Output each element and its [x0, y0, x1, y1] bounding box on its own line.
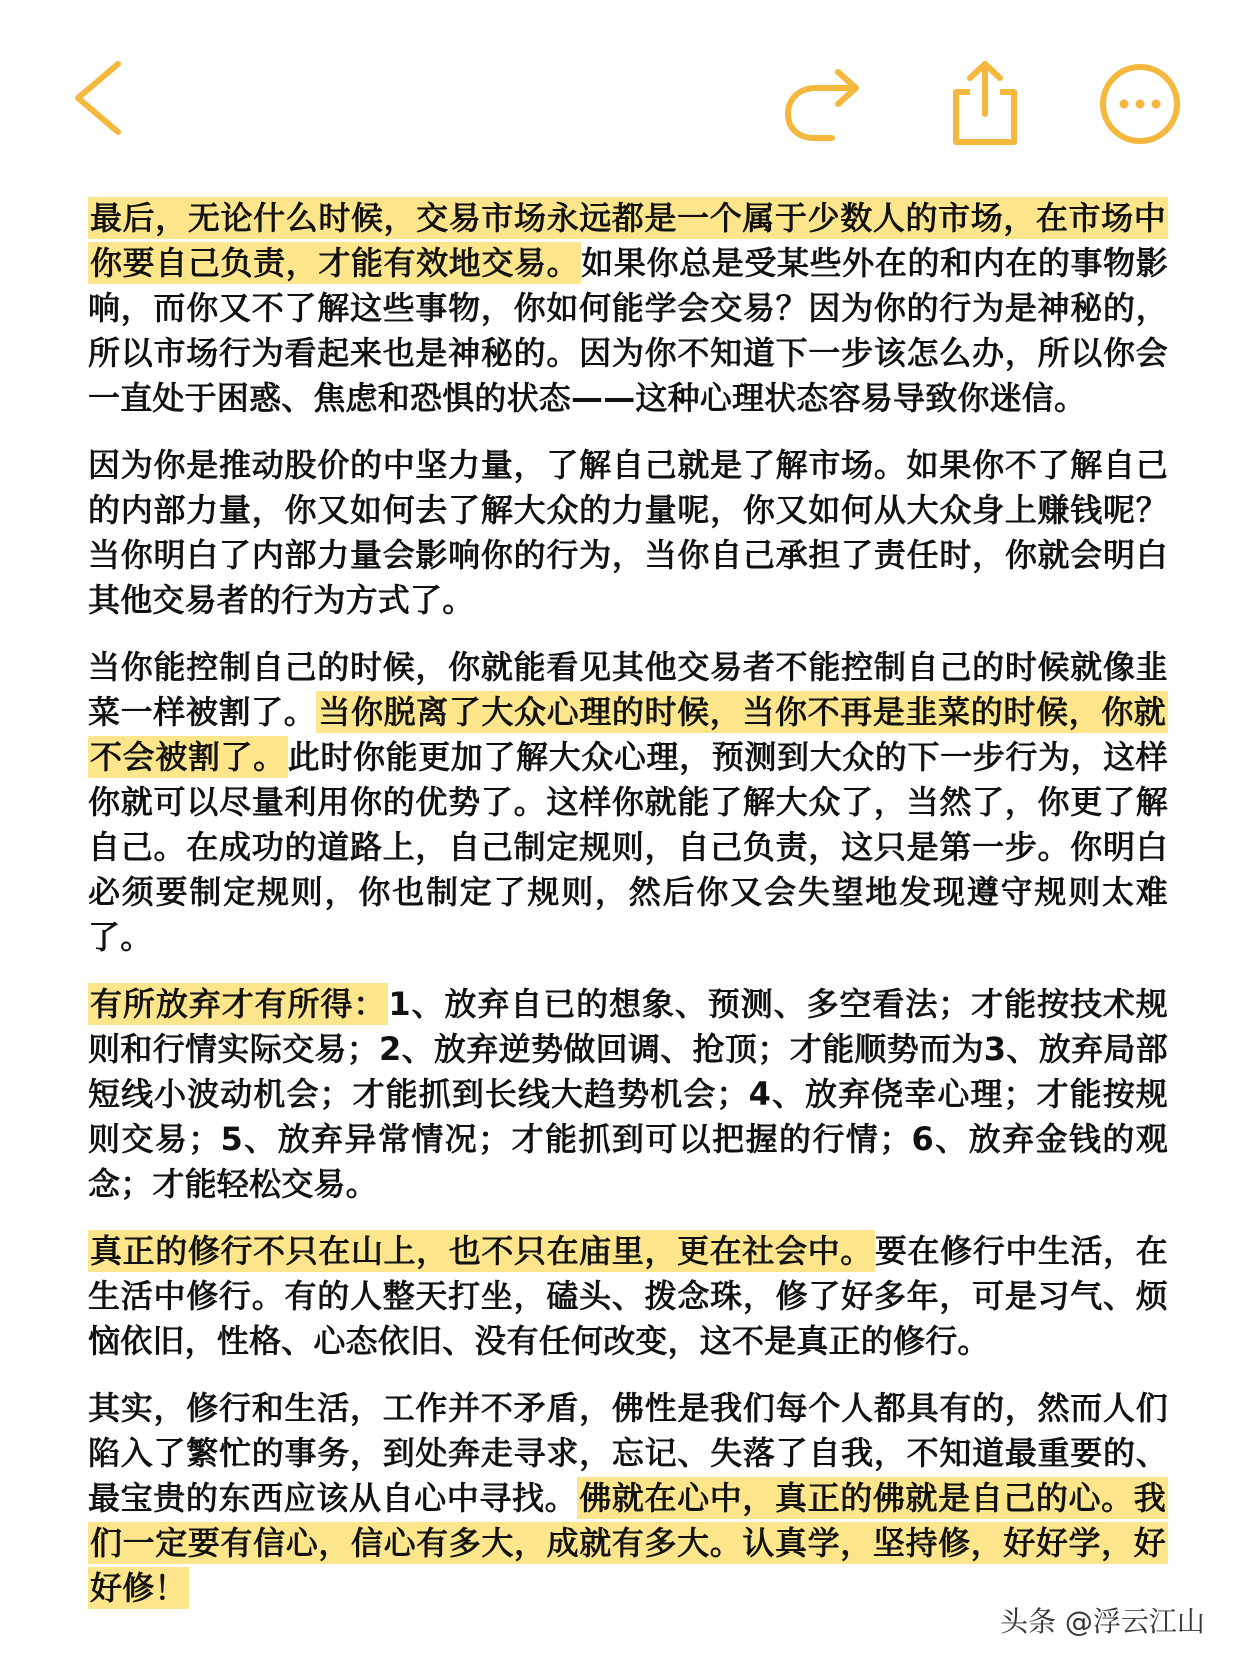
body-text: 此时你能更加了解大众心理，预测到大众的下一步行为，这样你就可以尽量利用你的优势了。这样你就能了解大众了，当然了，你更了解自己。在成功的道路上，自己制定规则，自己负责，这只是第一步。你明白必须要制定规则，你也制定了规则，然后你又会失望地发现遵守规则太难了。 — [88, 738, 1169, 956]
paragraph — [88, 982, 1168, 1207]
paragraph — [88, 1229, 1168, 1364]
highlighted-text: 当你脱离了大众心理的时候，当你不再是韭菜的时候，你就不会被割了。 — [90, 693, 1167, 776]
share-icon[interactable] — [948, 58, 1022, 146]
more-icon[interactable] — [1098, 62, 1182, 146]
body-text: 因为你是推动股价的中坚力量，了解自己就是了解市场。如果你不了解自己的内部力量，你又如何去了解大众的力量呢，你又如何从大众身上赚钱呢？当你明白了内部力量会影响你的行为，当你自己承担了责任时，你就会明白其他交易者的行为方式了。 — [88, 446, 1168, 619]
highlighted-text: 佛就在心中，真正的佛就是自己的心。我们一定要有信心，信心有多大，成就有多大。认真学，坚持修，好好学，好好修！ — [90, 1479, 1166, 1607]
article-body — [88, 196, 1168, 1633]
watermark: 头条 @浮云江山 — [1000, 1605, 1205, 1638]
chevron-left-icon[interactable] — [68, 58, 132, 138]
paragraph — [88, 443, 1168, 623]
body-text: 如果你总是受某些外在的和内在的事物影响，而你又不了解这些事物，你如何能学会交易？因为你的行为是神秘的，所以市场行为看起来也是神秘的。因为你不知道下一步该怎么办，所以你会一直处于困惑、焦虑和恐惧的状态——这种心理状态容易导致你迷信。 — [88, 244, 1168, 417]
redo-icon[interactable] — [780, 66, 872, 142]
highlighted-text: 有所放弃才有所得： — [90, 985, 387, 1023]
body-text: 当你能控制自己的时候，你就能看见其他交易者不能控制自己的时候就像韭菜一样被割了。 — [88, 648, 1168, 731]
top-toolbar — [0, 0, 1242, 170]
highlighted-text: 最后，无论什么时候，交易市场永远都是一个属于少数人的市场，在市场中你要自己负责，才能有效地交易。 — [90, 199, 1166, 282]
body-text: 其实，修行和生活，工作并不矛盾，佛性是我们每个人都具有的，然而人们陷入了繁忙的事务，到处奔走寻求，忘记、失落了自我，不知道最重要的、最宝贵的东西应该从自心中寻找。 — [88, 1389, 1168, 1517]
paragraph — [88, 645, 1168, 960]
body-text: 要在修行中生活，在生活中修行。有的人整天打坐，磕头、拨念珠，修了好多年，可是习气、烦恼依旧，性格、心态依旧、没有任何改变，这不是真正的修行。 — [88, 1232, 1168, 1360]
paragraph — [88, 196, 1168, 421]
highlighted-text: 真正的修行不只在山上，也不只在庙里，更在社会中。 — [90, 1232, 873, 1270]
paragraph — [88, 1386, 1168, 1611]
body-text: 1、放弃自已的想象、预测、多空看法；才能按技术规则和行情实际交易；2、放弃逆势做回调、抢顶；才能顺势而为3、放弃局部短线小波动机会；才能抓到长线大趋势机会；4、放弃侥幸心理；才能按规则交易；5、放弃异常情况；才能抓到可以把握的行情；6、放弃金钱的观念；才能轻松交易。 — [88, 985, 1168, 1203]
